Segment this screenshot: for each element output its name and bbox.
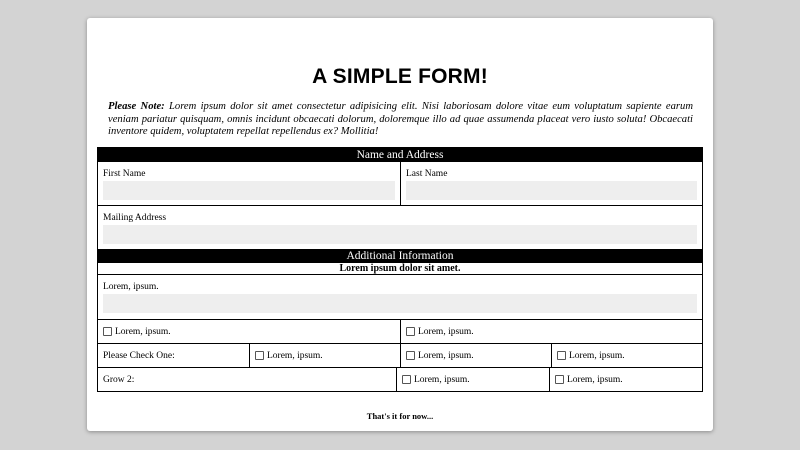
please-check-label: Please Check One:	[103, 350, 175, 361]
mailing-address-cell	[98, 206, 702, 249]
grow-label: Grow 2:	[103, 374, 135, 385]
checkbox[interactable]	[557, 351, 566, 360]
checkbox-cell	[549, 368, 702, 391]
section-subheading: Lorem ipsum dolor sit amet.	[339, 263, 461, 274]
additional-field-row	[98, 274, 702, 319]
grow-cell	[98, 368, 396, 391]
form-card	[87, 18, 713, 431]
checkbox-row-1	[98, 319, 702, 343]
checkbox-label: Lorem, ipsum.	[567, 374, 623, 385]
first-name-input[interactable]	[103, 181, 395, 200]
section-heading-additional-info: Additional Information	[98, 249, 702, 263]
checkbox-label: Lorem, ipsum.	[569, 350, 625, 361]
last-name-cell	[400, 162, 702, 205]
checkbox-option[interactable]	[557, 351, 697, 361]
checkbox-cell	[396, 368, 549, 391]
first-name-cell	[98, 162, 400, 205]
checkbox-row-2	[98, 343, 702, 367]
checkbox-cell	[98, 320, 400, 343]
last-name-label: Last Name	[406, 169, 448, 179]
note-label: Please Note:	[108, 101, 165, 112]
checkbox-cell	[249, 344, 400, 367]
additional-field-cell	[98, 275, 702, 319]
checkbox-option[interactable]	[103, 327, 395, 337]
form-table	[97, 147, 703, 392]
checkbox[interactable]	[406, 351, 415, 360]
please-check-cell	[98, 344, 249, 367]
note-text: Lorem ipsum dolor sit amet consectetur adipisicing elit. Nisi laboriosam dolore vitae eum voluptatum sapiente earum veniam pariatur quisquam, omnis incidunt obcaecati dolorum, doloremque illo ad quae assumenda placeat vero iusto soluta! Obcaecati inventore quidem, voluptatem repellat repellendus ex? Mollitia!	[108, 101, 693, 138]
checkbox-label: Lorem, ipsum.	[267, 350, 323, 361]
name-row	[98, 162, 702, 205]
checkbox-cell	[400, 320, 702, 343]
note-paragraph	[108, 101, 693, 139]
mailing-address-label: Mailing Address	[103, 213, 167, 223]
checkbox-row-3	[98, 367, 702, 391]
checkbox[interactable]	[103, 327, 112, 336]
footer-text: That's it for now...	[366, 411, 434, 421]
checkbox[interactable]	[406, 327, 415, 336]
checkbox-label: Lorem, ipsum.	[115, 326, 171, 337]
additional-field-input[interactable]	[103, 294, 697, 313]
checkbox[interactable]	[255, 351, 264, 360]
checkbox-option[interactable]	[406, 327, 697, 337]
checkbox-label: Lorem, ipsum.	[418, 350, 474, 361]
checkbox-cell	[400, 344, 551, 367]
mailing-row	[98, 205, 702, 249]
mailing-address-input[interactable]	[103, 225, 697, 244]
checkbox-option[interactable]	[406, 351, 546, 361]
checkbox[interactable]	[402, 375, 411, 384]
checkbox[interactable]	[555, 375, 564, 384]
checkbox-cell	[551, 344, 702, 367]
checkbox-option[interactable]	[555, 375, 697, 385]
last-name-input[interactable]	[406, 181, 697, 200]
checkbox-option[interactable]	[255, 351, 395, 361]
checkbox-label: Lorem, ipsum.	[418, 326, 474, 337]
page-title: A SIMPLE FORM!	[312, 65, 488, 88]
checkbox-label: Lorem, ipsum.	[414, 374, 470, 385]
section-heading-name-address: Name and Address	[98, 148, 702, 162]
first-name-label: First Name	[103, 169, 146, 179]
additional-field-label: Lorem, ipsum.	[103, 282, 159, 292]
checkbox-option[interactable]	[402, 375, 544, 385]
